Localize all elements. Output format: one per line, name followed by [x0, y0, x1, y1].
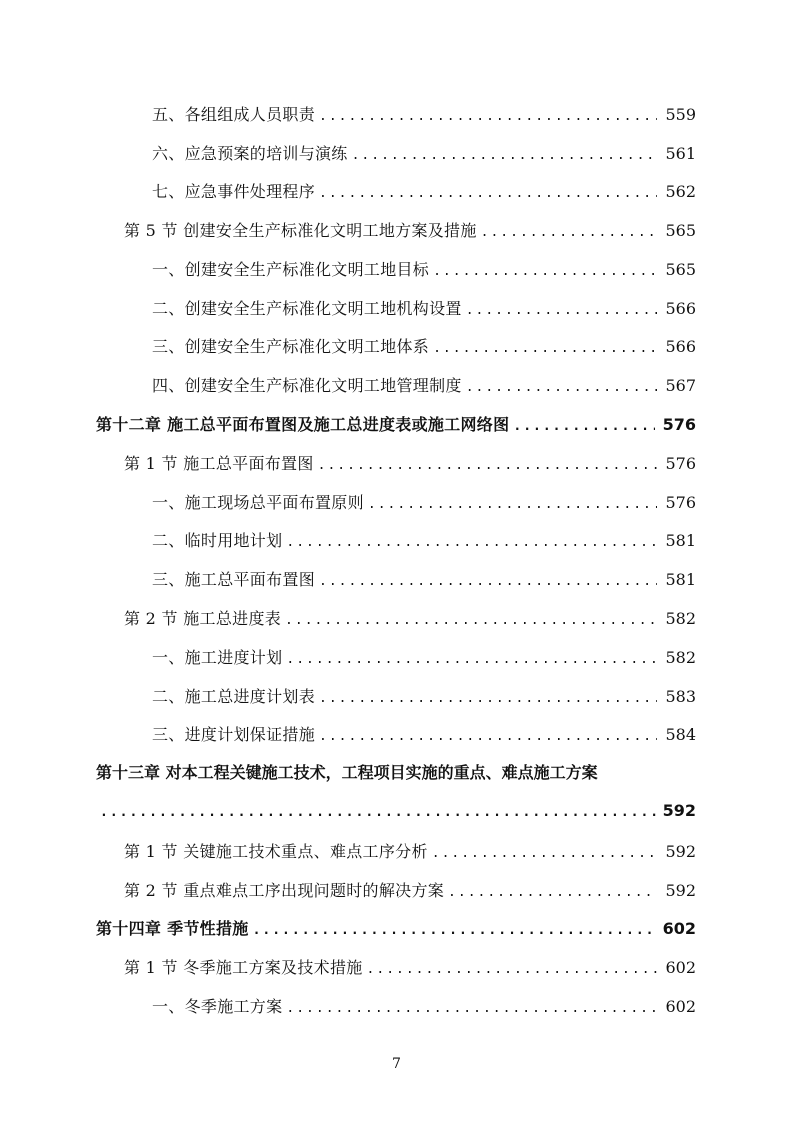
- toc-entry-page: 592: [665, 881, 696, 900]
- toc-section-entry[interactable]: [124, 841, 696, 863]
- dot-leader: [318, 457, 658, 475]
- dot-leader: [285, 612, 657, 630]
- toc-entry[interactable]: [152, 259, 696, 281]
- toc-entry-label: 二、施工总进度计划表: [152, 687, 316, 706]
- toc-entry[interactable]: [152, 375, 696, 397]
- toc-entry-page: 566: [665, 337, 696, 356]
- toc-entry[interactable]: [152, 569, 696, 591]
- dot-leader: [513, 418, 654, 436]
- toc-entry[interactable]: [152, 181, 696, 203]
- toc-entry-page: 576: [665, 493, 696, 512]
- toc-entry[interactable]: [152, 143, 696, 165]
- toc-chapter-entry[interactable]: [96, 918, 696, 940]
- toc-entry-page: 582: [665, 648, 696, 667]
- dot-leader: [433, 263, 657, 281]
- toc-entry-label: 二、临时用地计划: [152, 531, 283, 550]
- toc-entry-page: 592: [665, 842, 696, 861]
- toc-chapter-continuation[interactable]: [96, 800, 696, 822]
- toc-entry-label: 七、应急事件处理程序: [152, 182, 316, 201]
- dot-leader: [432, 845, 658, 863]
- page-number: 7: [392, 1056, 401, 1072]
- toc-entry-label: 四、创建安全生产标准化文明工地管理制度: [152, 376, 462, 395]
- dot-leader: [319, 108, 657, 126]
- toc-entry-page: 565: [665, 221, 696, 240]
- dot-leader: [253, 922, 655, 940]
- toc-entry[interactable]: [152, 492, 696, 514]
- toc-entry[interactable]: [152, 996, 696, 1018]
- toc-entry-page: 584: [665, 725, 696, 744]
- toc-entry-page: 576: [662, 415, 696, 434]
- dot-leader: [286, 1000, 657, 1018]
- dot-leader: [367, 961, 658, 979]
- toc-entry-label: 六、应急预案的培训与演练: [152, 144, 348, 163]
- toc-section-entry[interactable]: [124, 453, 696, 475]
- toc-entry-label: 第 5 节 创建安全生产标准化文明工地方案及措施: [124, 221, 477, 240]
- toc-entry-page: 562: [665, 182, 696, 201]
- toc-chapter-entry[interactable]: [96, 414, 696, 436]
- toc-entry-page: 565: [665, 260, 696, 279]
- toc-entry-page: 566: [665, 299, 696, 318]
- toc-entry-label: 第 2 节 施工总进度表: [124, 609, 282, 628]
- toc-entry-page: 581: [665, 531, 696, 550]
- toc-entry-page: 581: [665, 570, 696, 589]
- dot-leader: [100, 804, 659, 822]
- dot-leader: [433, 340, 657, 358]
- dot-leader: [319, 728, 657, 746]
- dot-leader: [319, 690, 657, 708]
- dot-leader: [448, 884, 657, 902]
- toc-entry-label: 一、施工进度计划: [152, 648, 283, 667]
- dot-leader: [352, 147, 658, 165]
- dot-leader: [286, 651, 657, 669]
- toc-entry-label: 第 2 节 重点难点工序出现问题时的解决方案: [124, 881, 445, 900]
- dot-leader: [481, 224, 658, 242]
- toc-chapter-label: 第十四章 季节性措施: [96, 919, 249, 938]
- toc-entry-label: 一、施工现场总平面布置原则: [152, 493, 364, 512]
- toc-entry-label: 一、冬季施工方案: [152, 997, 283, 1016]
- dot-leader: [368, 496, 658, 514]
- toc-entry-label: 二、创建安全生产标准化文明工地机构设置: [152, 299, 462, 318]
- toc-entry[interactable]: [152, 686, 696, 708]
- toc-entry[interactable]: [152, 298, 696, 320]
- toc-entry-label: 三、创建安全生产标准化文明工地体系: [152, 337, 430, 356]
- toc-entry-page: 602: [665, 997, 696, 1016]
- toc-entry-page: 602: [662, 919, 696, 938]
- toc-section-entry[interactable]: [124, 957, 696, 979]
- toc-chapter-label[interactable]: 第十三章 对本工程关键施工技术，工程项目实施的重点、难点施工方案: [96, 763, 598, 782]
- toc-entry-page: 567: [665, 376, 696, 395]
- toc-section-entry[interactable]: [124, 880, 696, 902]
- toc-chapter-label: 第十二章 施工总平面布置图及施工总进度表或施工网络图: [96, 415, 510, 434]
- toc-entry[interactable]: [152, 530, 696, 552]
- toc-entry-page: 576: [665, 454, 696, 473]
- toc-entry[interactable]: [152, 647, 696, 669]
- toc-entry-label: 第 1 节 施工总平面布置图: [124, 454, 314, 473]
- toc-entry-page: 592: [662, 801, 696, 820]
- dot-leader: [466, 379, 658, 397]
- toc-entry-page: 583: [665, 687, 696, 706]
- toc-entry-label: 第 1 节 冬季施工方案及技术措施: [124, 958, 363, 977]
- toc-entry[interactable]: [152, 724, 696, 746]
- toc-entry[interactable]: [152, 336, 696, 358]
- toc-entry-label: 三、施工总平面布置图: [152, 570, 316, 589]
- toc-section-entry[interactable]: [124, 608, 696, 630]
- toc-entry-page: 602: [665, 958, 696, 977]
- dot-leader: [319, 185, 657, 203]
- dot-leader: [319, 573, 657, 591]
- toc-entry-page: 582: [665, 609, 696, 628]
- toc-entry[interactable]: [152, 104, 696, 126]
- dot-leader: [466, 302, 658, 320]
- toc-entry-label: 一、创建安全生产标准化文明工地目标: [152, 260, 430, 279]
- toc-entry-label: 五、各组组成人员职责: [152, 105, 316, 124]
- toc-entry-page: 559: [665, 105, 696, 124]
- toc-entry-page: 561: [665, 144, 696, 163]
- dot-leader: [286, 534, 657, 552]
- toc-entry-label: 第 1 节 关键施工技术重点、难点工序分析: [124, 842, 428, 861]
- toc-entry-label: 三、进度计划保证措施: [152, 725, 316, 744]
- toc-section-entry[interactable]: [124, 220, 696, 242]
